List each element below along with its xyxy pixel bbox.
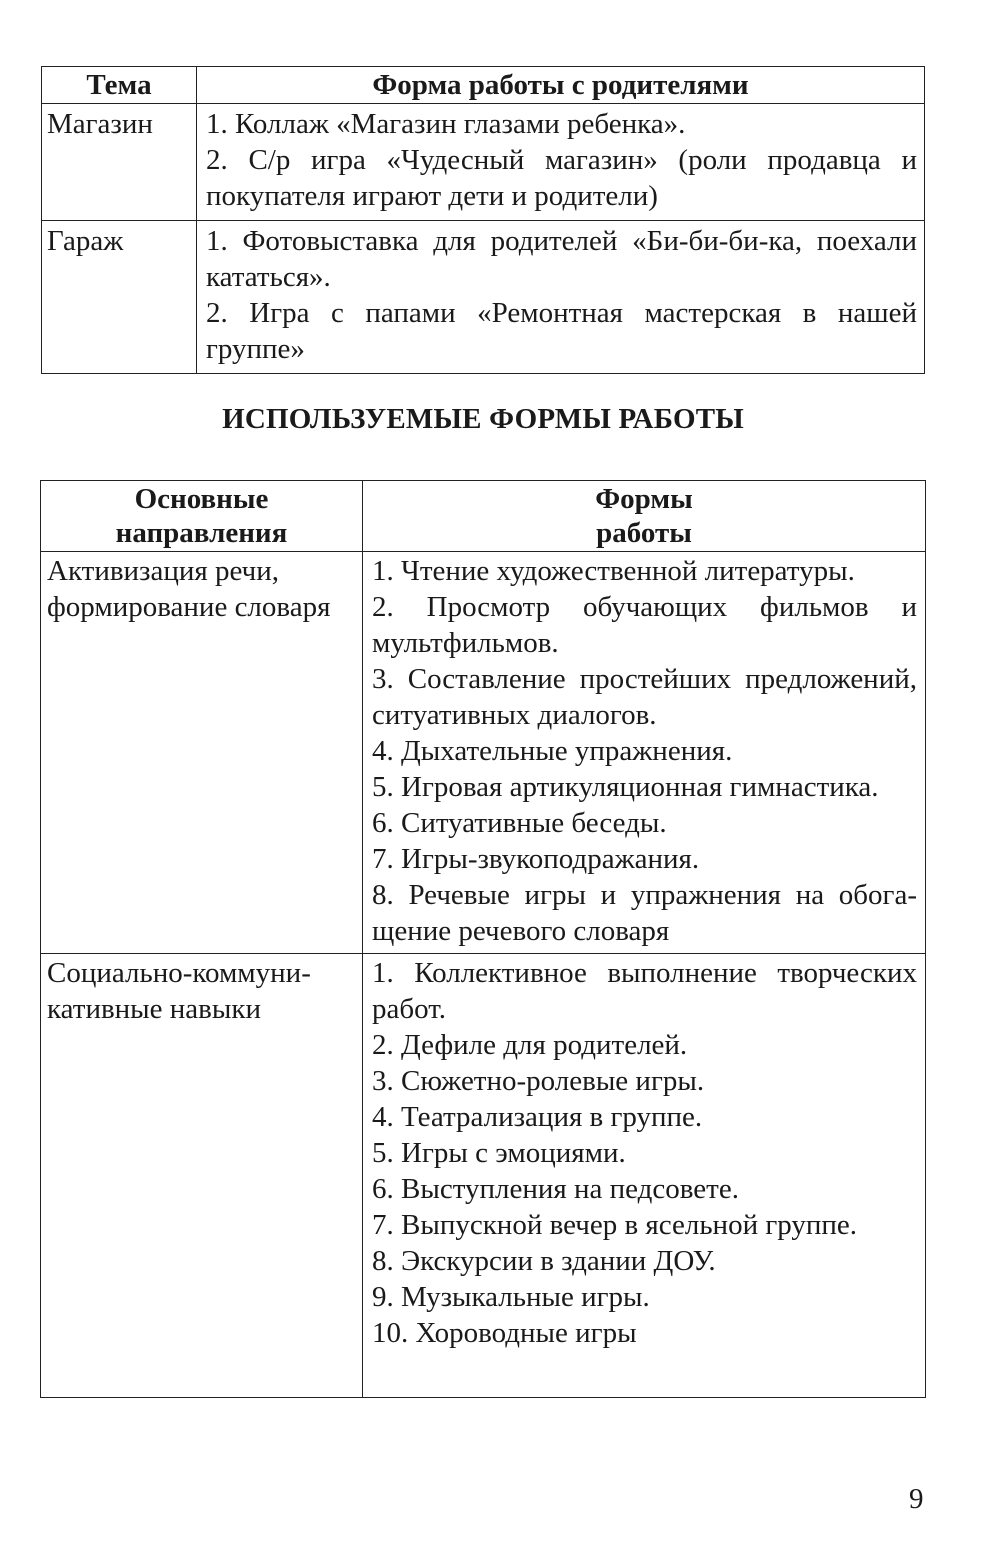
topic-cell: Гараж bbox=[42, 221, 197, 374]
form-cell bbox=[197, 104, 925, 221]
form-cell bbox=[197, 221, 925, 374]
list-item: 5. Игровая артикуляционная гимнастика. bbox=[372, 771, 879, 803]
header-line: направления bbox=[115, 517, 288, 549]
column-header-topic: Тема bbox=[42, 67, 197, 104]
forms-cell bbox=[363, 552, 926, 954]
list-item: 3. Сюжетно-ролевые игры. bbox=[372, 1065, 705, 1097]
work-forms-table bbox=[40, 480, 926, 1398]
list-item: 8. Экскурсии в здании ДОУ. bbox=[372, 1245, 716, 1277]
topic-cell: Магазин bbox=[42, 104, 197, 221]
column-header-parents-form: Форма работы с родителями bbox=[197, 67, 925, 104]
parents-work-table bbox=[41, 66, 925, 374]
column-header-directions bbox=[41, 481, 363, 552]
section-heading: ИСПОЛЬЗУЕМЫЕ ФОРМЫ РАБОТЫ bbox=[222, 403, 744, 435]
page-number: 9 bbox=[909, 1483, 924, 1515]
forms-cell bbox=[363, 954, 926, 1398]
header-line: Основные bbox=[134, 483, 269, 515]
header-line: работы bbox=[596, 517, 692, 549]
list-item: 2. Просмотр обучающих фильмов и мультфильмов. bbox=[372, 591, 917, 659]
list-item: 10. Хороводные игры bbox=[372, 1317, 637, 1349]
list-item: 1. Коллективное выполнение творческих работ. bbox=[372, 957, 917, 1025]
list-item: 4. Театрализация в группе. bbox=[372, 1101, 703, 1133]
list-item: 2. С/р игра «Чудесный магазин» (роли продавца и покупателя играют дети и родители) bbox=[206, 144, 917, 212]
direction-text: Социально-коммуникативные навыки bbox=[47, 957, 311, 1025]
table-header-row bbox=[41, 481, 926, 552]
list-item: 4. Дыхательные упражнения. bbox=[372, 735, 733, 767]
list-item: 2. Игра с папами «Ремонтная мастерская в нашей группе» bbox=[206, 297, 917, 365]
table-row bbox=[41, 552, 926, 954]
table-row bbox=[42, 221, 925, 374]
direction-cell bbox=[41, 552, 363, 954]
table-row bbox=[42, 104, 925, 221]
list-item: 6. Ситуативные беседы. bbox=[372, 807, 667, 839]
list-item: 7. Игры-звукоподражания. bbox=[372, 843, 700, 875]
list-item: 1. Коллаж «Магазин глазами ребенка». bbox=[206, 108, 686, 140]
direction-text: Активизация речи, формирование словаря bbox=[47, 555, 331, 623]
list-item: 5. Игры с эмоциями. bbox=[372, 1137, 626, 1169]
list-item: 9. Музыкальные игры. bbox=[372, 1281, 650, 1313]
list-item: 3. Составление простейших предложений, ситуативных диалогов. bbox=[372, 663, 917, 731]
list-item: 1. Фотовыставка для родителей «Би-би-би-ка, поехали кататься». bbox=[206, 225, 917, 293]
list-item: 6. Выступления на педсовете. bbox=[372, 1173, 739, 1205]
list-item: 8. Речевые игры и упражнения на обогащение речевого словаря bbox=[372, 879, 917, 947]
list-item: 1. Чтение художественной литературы. bbox=[372, 555, 855, 587]
table-row bbox=[41, 954, 926, 1398]
list-item: 2. Дефиле для родителей. bbox=[372, 1029, 688, 1061]
table-header-row bbox=[42, 67, 925, 104]
direction-cell bbox=[41, 954, 363, 1398]
list-item: 7. Выпускной вечер в ясельной группе. bbox=[372, 1209, 858, 1241]
header-line: Формы bbox=[595, 483, 693, 515]
column-header-forms bbox=[363, 481, 926, 552]
